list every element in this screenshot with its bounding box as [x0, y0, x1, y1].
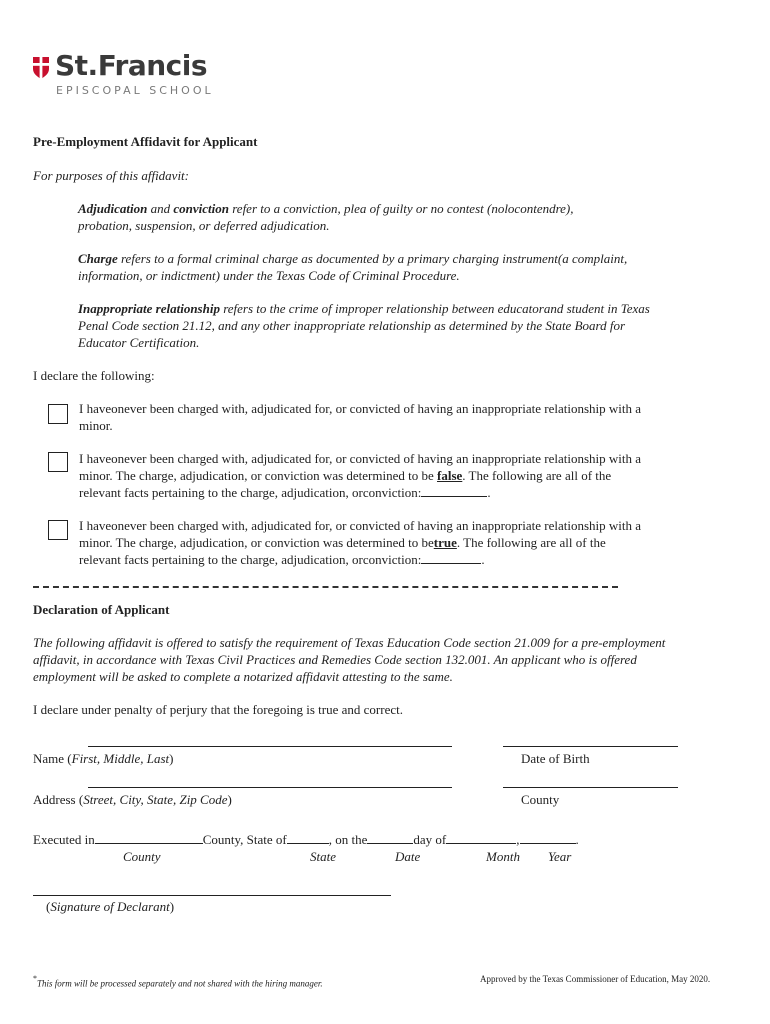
option-3-facts-blank[interactable] — [421, 551, 481, 564]
signature-label: (Signature of Declarant) — [46, 899, 175, 914]
hint-month: Month — [486, 849, 520, 864]
page-title: Pre-Employment Affidavit for Applicant — [33, 134, 258, 149]
county-field-line[interactable] — [503, 787, 678, 788]
dob-field-line[interactable] — [503, 746, 678, 747]
intro-text: For purposes of this affidavit: — [33, 168, 189, 183]
option-3-checkbox[interactable] — [48, 520, 68, 540]
definition-inappropriate-relationship: Inappropriate relationship refers to the crime of improper relationship between educatorand student in Texas Penal Code section 21.12, and any other inappropriate relationship as determined by the State Board for Educator Certification. — [78, 301, 650, 350]
hint-county: County — [123, 849, 161, 864]
dob-label: Date of Birth — [521, 751, 590, 766]
executed-year-blank[interactable] — [520, 831, 576, 844]
true-keyword: true — [433, 535, 457, 550]
executed-line: Executed in County, State of , on the day of , . — [33, 832, 579, 847]
option-2-text: I haveonever been charged with, adjudicated for, or convicted of having an inappropriate relationship with a minor. The charge, adjudication, or conviction was determined to be false. The following are all of the relevant facts pertaining to the charge, adjudication, orconviction: . — [79, 451, 642, 500]
option-1-text: I haveonever been charged with, adjudicated for, or convicted of having an inappropriate relationship with a minor. — [79, 401, 642, 433]
county-label: County — [521, 792, 560, 807]
shield-cross-icon — [32, 56, 50, 80]
name-field-line[interactable] — [88, 746, 452, 747]
perjury-statement: I declare under penalty of perjury that the foregoing is true and correct. — [33, 702, 403, 717]
option-2-facts-blank[interactable] — [421, 484, 487, 497]
footer-approval: Approved by the Texas Commissioner of Education, May 2020. — [480, 974, 711, 984]
executed-state-blank[interactable] — [287, 831, 329, 844]
definition-adjudication: Adjudication and conviction refer to a conviction, plea of guilty or no contest (nolocontendre), probation, suspension, or deferred adjudication. — [78, 201, 574, 233]
hint-state: State — [310, 849, 336, 864]
school-logo-subtitle: EPISCOPAL SCHOOL — [56, 84, 214, 97]
address-label: Address (Street, City, State, Zip Code) — [33, 792, 232, 807]
declaration-paragraph: The following affidavit is offered to satisfy the requirement of Texas Education Code section 21.009 for a pre-employment affidavit, in accordance with Texas Civil Practices and Remedies Code section 132.001. An applicant who is offered employment will be asked to complete a notarized affidavit attesting to the same. — [33, 635, 666, 684]
school-logo-name: St.Francis — [55, 49, 208, 82]
declaration-heading: Declaration of Applicant — [33, 602, 170, 617]
hint-date: Date — [395, 849, 421, 864]
definition-charge: Charge refers to a formal criminal charge as documented by a primary charging instrument(a complaint, information, or indictment) under the Texas Code of Criminal Procedure. — [78, 251, 628, 283]
address-field-line[interactable] — [88, 787, 452, 788]
option-2-checkbox[interactable] — [48, 452, 68, 472]
hint-year: Year — [548, 849, 572, 864]
name-label: Name (First, Middle, Last) — [33, 751, 174, 766]
signature-line[interactable] — [33, 895, 391, 896]
false-keyword: false — [437, 468, 463, 483]
option-3-text: I haveonever been charged with, adjudicated for, or convicted of having an inappropriate relationship with a minor. The charge, adjudication, or conviction was determined to betrue. The following are all of the relevant facts pertaining to the charge, adjudication, orconviction: . — [79, 518, 642, 567]
executed-month-blank[interactable] — [446, 831, 516, 844]
executed-date-blank[interactable] — [367, 831, 413, 844]
option-1-checkbox[interactable] — [48, 404, 68, 424]
section-divider — [33, 586, 618, 588]
declare-heading: I declare the following: — [33, 368, 155, 383]
executed-county-blank[interactable] — [95, 831, 203, 844]
footer-note: *This form will be processed separately and not shared with the hiring manager. — [33, 974, 323, 989]
